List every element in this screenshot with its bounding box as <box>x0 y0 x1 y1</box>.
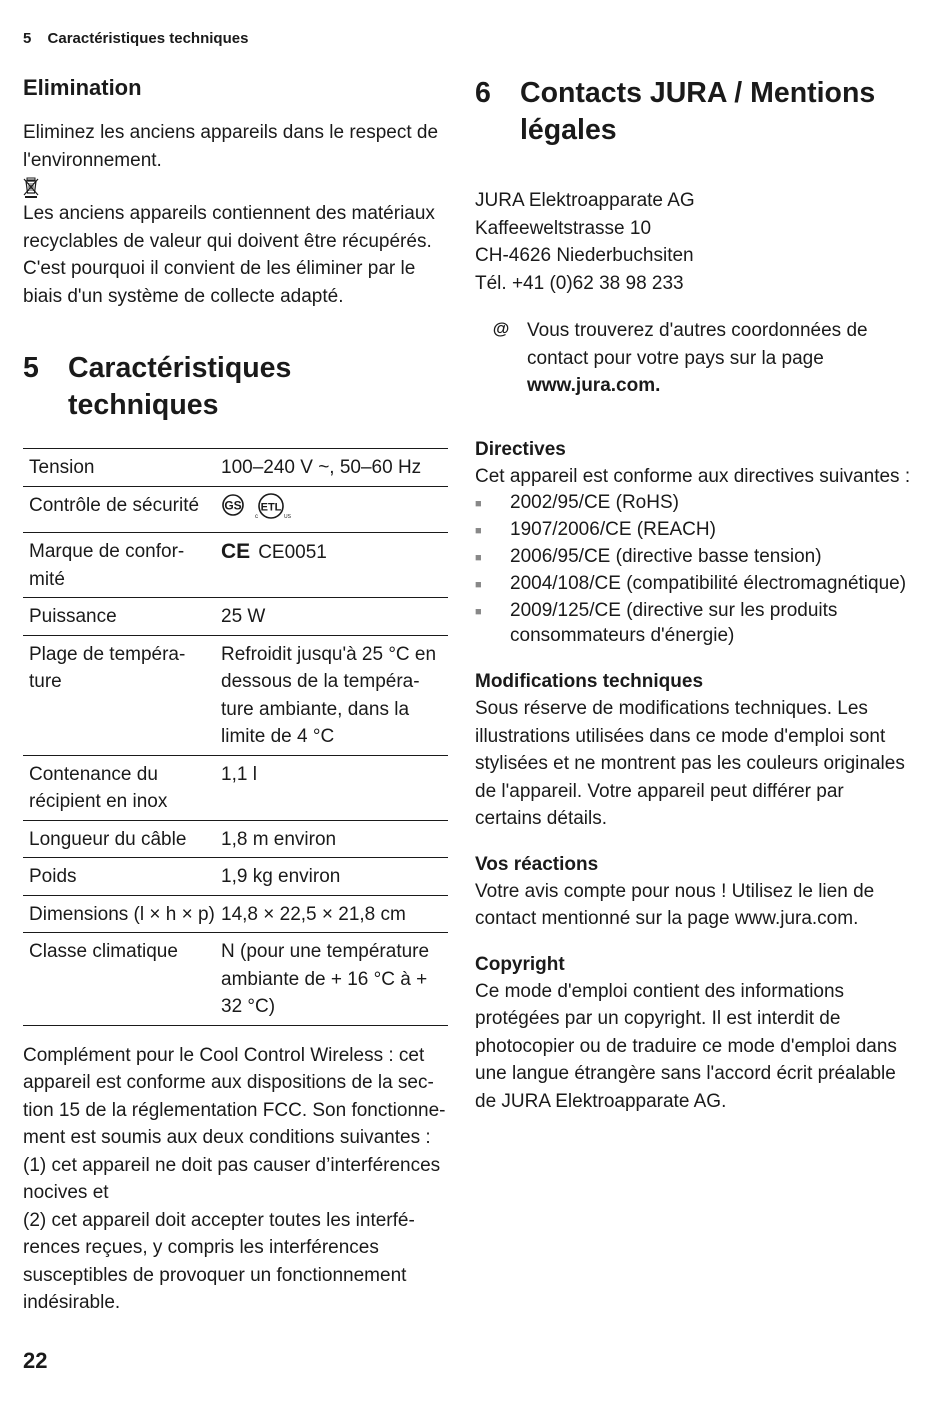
list-item <box>475 490 915 517</box>
spec-row <box>23 598 448 636</box>
spec-label: Puissance <box>29 606 117 627</box>
at-sign-icon: @ <box>492 319 510 338</box>
list-item <box>475 517 915 544</box>
reactions-title: Vos réactions <box>475 853 599 875</box>
svg-text:ETL: ETL <box>260 501 282 513</box>
spec-label: Contrôle de sécurité <box>29 494 200 516</box>
spec-value-conformity <box>215 533 448 598</box>
running-header <box>23 30 248 47</box>
list-item <box>475 544 915 571</box>
spec-value: N (pour une température ambiante de + 16 °C à + 32 °C) <box>221 941 430 1017</box>
section-5-title: Caractéristiques techniques <box>68 352 292 421</box>
modifications-text: Sous réserve de modifications techniques. Les illustrations utilisées dans ce mode d'emploi sont stylisées et ne montrent pas les couleurs originales de l'appareil. Votre appareil peut différer par certains détails. <box>475 698 905 829</box>
address-block <box>475 187 915 297</box>
page-number: 22 <box>23 1348 48 1373</box>
etl-mark-icon <box>255 494 292 520</box>
spec-row <box>23 449 448 487</box>
elimination-para-2: Les anciens appareils contiennent des matériaux recyclables de valeur qui doivent être récupérés. C'est pourquoi il convient de les éliminer par le biais d'un système de collecte adapté. <box>23 203 435 307</box>
spec-label: Plage de tempéra-ture <box>29 643 186 692</box>
running-header-number: 5 <box>23 30 32 47</box>
spec-value: 14,8 × 22,5 × 21,8 cm <box>221 903 406 925</box>
contact-note-body: Vous trouverez d'autres coordonnées de contact pour votre pays sur la page <box>527 320 868 369</box>
copyright-title: Copyright <box>475 953 565 975</box>
directives-title: Directives <box>475 438 566 460</box>
spec-value: 1,8 m environ <box>221 828 337 850</box>
copyright-text: Ce mode d'emploi contient des informations protégées par un copyright. Il est interdit de photocopier ou de traduire ce mode d'emploi dans une langue étrangère sans l'accord écrit préalable de JURA Elektroapparate AG. <box>475 980 897 1112</box>
right-column <box>475 75 915 1115</box>
section-6-number: 6 <box>475 77 491 109</box>
directive-text: 1907/2006/CE (REACH) <box>510 519 716 540</box>
fcc-condition-1: (1) cet appareil ne doit pas causer d’interférences nocives et <box>23 1154 441 1203</box>
spec-label: Dimensions (l × h × p) <box>29 903 215 925</box>
directive-text: 2002/95/CE (RoHS) <box>510 492 679 513</box>
elimination-title: Elimination <box>23 75 142 100</box>
fcc-intro: Complément pour le Cool Control Wireless : cet appareil est conforme aux dispositions de la sec-tion 15 de la réglementation FCC. Son fonctionne-ment est soumis aux deux conditions suivantes : <box>23 1044 446 1148</box>
contact-note <box>475 317 915 400</box>
spec-row <box>23 486 448 533</box>
spec-row <box>23 820 448 858</box>
list-item <box>475 571 915 598</box>
contact-note-text <box>527 317 915 400</box>
bullet-square-icon: ■ <box>475 606 482 618</box>
modifications-block <box>475 668 915 833</box>
spec-label: Classe climatique <box>29 941 178 962</box>
directive-text: 2006/95/CE (directive basse tension) <box>510 546 822 567</box>
list-item <box>475 598 915 648</box>
modifications-title: Modifications techniques <box>475 671 704 692</box>
spec-label: Tension <box>29 457 95 478</box>
spec-value: 100–240 V ~, 50–60 Hz <box>221 457 422 478</box>
section-6-title: Contacts JURA / Mentions légales <box>520 77 876 146</box>
directive-text: 2009/125/CE (directive sur les produits consommateurs d'énergie) <box>510 600 838 646</box>
fcc-notice <box>23 1042 448 1317</box>
jura-website-link[interactable]: www.jura.com. <box>527 375 661 396</box>
svg-text:GS: GS <box>224 498 242 512</box>
section-5-heading <box>23 350 448 424</box>
directive-text: 2004/108/CE (compatibilité électromagnétique) <box>510 573 907 594</box>
section-6-heading <box>475 75 915 149</box>
reactions-block <box>475 851 915 933</box>
spec-value: CE0051 <box>258 542 327 563</box>
spec-value: 25 W <box>221 606 266 627</box>
spec-label: Marque de confor-mité <box>29 541 185 590</box>
spec-value: 1,9 kg environ <box>221 866 341 887</box>
bullet-square-icon: ■ <box>475 552 482 564</box>
spec-row <box>23 635 448 755</box>
spec-value: Refroidit jusqu'à 25 °C en dessous de la tempéra-ture ambiante, dans la limite de 4 °C <box>221 643 437 747</box>
address-line: CH-4626 Niederbuchsiten <box>475 245 694 266</box>
elimination-para-1: Eliminez les anciens appareils dans le respect de l'environnement. <box>23 122 439 171</box>
gs-mark-icon <box>223 495 243 515</box>
fcc-condition-2: (2) cet appareil doit accepter toutes les interfé-rences reçues, y compris les interférences susceptibles de provoquer un fonctionnement indésirable. <box>23 1209 415 1313</box>
spec-label: Poids <box>29 866 77 887</box>
spec-label: Longueur du câble <box>29 828 187 850</box>
ce-mark-icon: CE <box>221 540 251 563</box>
spec-label: Contenance du récipient en inox <box>29 763 168 812</box>
crossed-bin-icon <box>23 176 39 198</box>
bullet-square-icon: ■ <box>475 498 482 510</box>
address-line: Kaffeeweltstrasse 10 <box>475 217 652 239</box>
spec-row <box>23 533 448 598</box>
left-column <box>23 75 448 1317</box>
spec-value: 1,1 l <box>221 763 257 785</box>
copyright-block <box>475 951 915 1116</box>
spec-row <box>23 858 448 896</box>
spec-value-safety-marks <box>215 486 448 533</box>
address-line: JURA Elektroapparate AG <box>475 190 695 211</box>
bullet-square-icon: ■ <box>475 525 482 537</box>
running-header-title: Caractéristiques techniques <box>47 30 249 47</box>
spec-row <box>23 755 448 820</box>
directives-intro: Cet appareil est conforme aux directives suivantes : <box>475 465 911 487</box>
section-5-number: 5 <box>23 352 39 384</box>
safety-certification-icons <box>221 492 311 520</box>
svg-text:c: c <box>255 513 258 520</box>
spec-row <box>23 933 448 1026</box>
spec-row <box>23 895 448 933</box>
bullet-square-icon: ■ <box>475 579 482 591</box>
spec-table <box>23 448 448 1026</box>
address-line: Tél. +41 (0)62 38 98 233 <box>475 272 684 294</box>
directives-block <box>475 436 915 649</box>
directives-list <box>475 490 915 648</box>
svg-text:US: US <box>284 513 291 520</box>
reactions-text: Votre avis compte pour nous ! Utilisez le lien de contact mentionné sur la page www.jura.com. <box>475 880 875 929</box>
